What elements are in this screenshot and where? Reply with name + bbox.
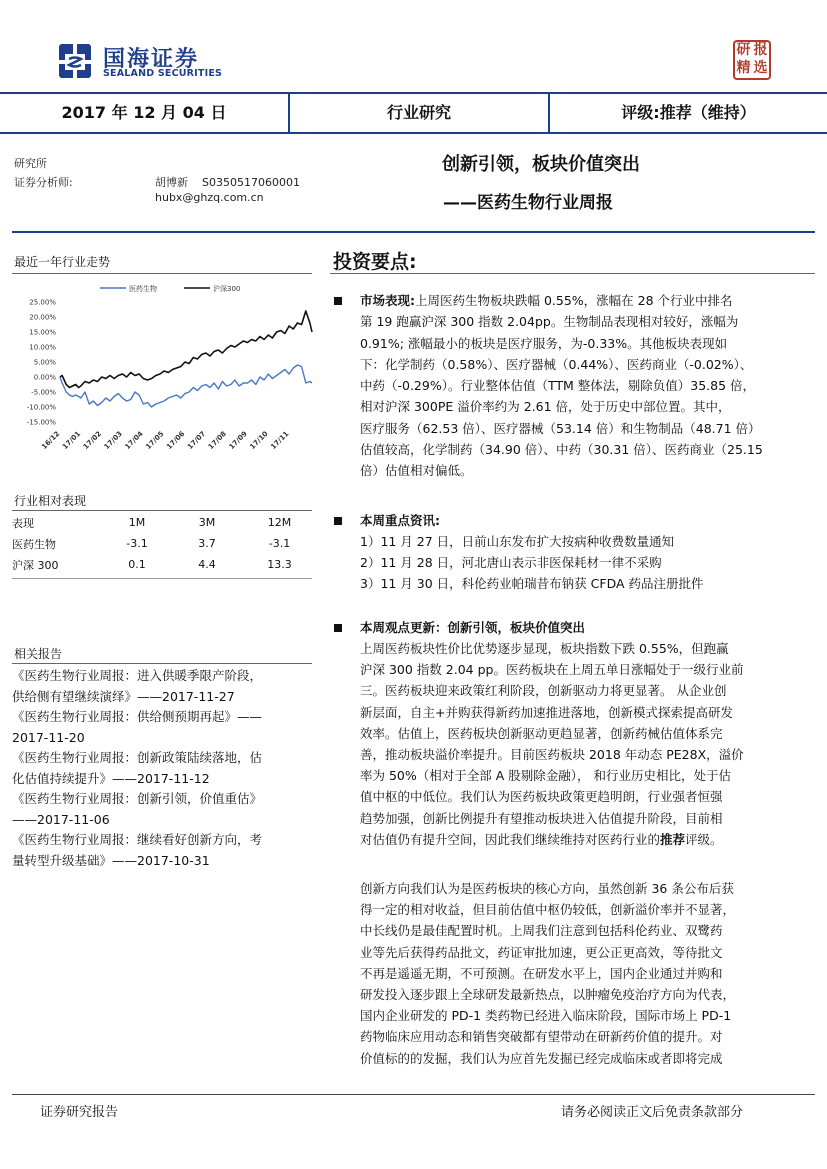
text-line: 率为 50%（相对于全部 A 股剔除金融）， 和行业历史相比，处于估 [360, 768, 731, 784]
report-link[interactable]: 《医药生物行业周报：继续看好创新方向，考 [12, 832, 263, 847]
text-line: 不再是遥遥无期，不可预测。在研发水平上，国内企业通过并购和 [360, 965, 723, 981]
analyst-role: 证券分析师: [14, 176, 73, 189]
table-cell: 3.7 [198, 537, 216, 550]
market-performance-paragraph [360, 290, 792, 482]
table-cell: 13.3 [267, 558, 292, 571]
view-label: 本周观点更新：创新引领，板块价值突出 [360, 620, 586, 635]
footer-divider [12, 1094, 815, 1095]
divider-line [12, 578, 312, 579]
text-line: 创新方向我们认为是医药板块的核心方向，虽然创新 36 条公布后获 [360, 881, 734, 896]
table-cell: 0.1 [128, 558, 146, 571]
x-tick-label: 17/08 [206, 429, 229, 452]
report-category: 行业研究 [386, 103, 451, 122]
y-tick-label: 0.00% [33, 373, 56, 382]
dept-label: 研究所 [14, 157, 47, 170]
y-axis-ticks [27, 299, 57, 427]
table-cell: 4.4 [198, 558, 216, 571]
y-tick-label: -10.00% [26, 403, 56, 412]
news-label: 本周重点资讯: [360, 513, 440, 528]
trend-title: 最近一年行业走势 [14, 255, 111, 269]
legend-label: 沪深300 [213, 285, 241, 293]
text-line: 沪深 300 指数 2.04 pp。医药板块在上周五单日涨幅处于一级行业前 [360, 662, 744, 678]
x-axis-ticks [40, 430, 290, 451]
divider-line [12, 273, 312, 274]
text-line: 业等先后获得药品批文，药证审批加速，更公正更高效，等待批文 [360, 944, 723, 960]
text-line: 得一定的相对收益，但目前估值中枢仍较低，创新溢价率并不显著， [360, 902, 736, 918]
x-tick-label: 17/07 [185, 429, 208, 452]
footer-disclaimer: 请务必阅读正文后免责条款部分 [561, 1105, 744, 1120]
performance-table [12, 512, 312, 575]
divider-line [330, 273, 815, 274]
bullet-icon [334, 624, 342, 632]
chart-legend [100, 284, 240, 293]
text-line: 相对沪深 300PE 溢价率约为 2.61 倍，处于历史中部位置。其中， [360, 399, 731, 415]
text-line: 评级。 [685, 831, 723, 847]
invest-summary-title: 投资要点: [333, 251, 417, 273]
text-line: 研发投入逐步跟上全球研发最新热点，以肿瘤免疫治疗方向为代表， [360, 987, 736, 1003]
report-link[interactable]: 《医药生物行业周报：供给侧预期再起》—— [12, 709, 263, 724]
brand-name-english: SEALAND SECURITIES [103, 68, 223, 79]
chart-series [60, 311, 312, 407]
report-link[interactable]: ——2017-11-06 [12, 811, 110, 827]
divider-line [12, 663, 312, 664]
seal-char: 精 [736, 60, 751, 76]
text-line: 下：化学制药（0.58%）、医疗器械（0.44%）、医药商业（-0.02%）、 [360, 356, 753, 372]
x-tick-label: 17/05 [144, 429, 166, 452]
divider-line [12, 510, 312, 511]
series-line [60, 311, 312, 388]
section-divider [12, 231, 815, 233]
y-tick-label: 5.00% [33, 358, 56, 367]
innovation-paragraph [360, 878, 792, 1069]
report-link[interactable]: 《医药生物行业周报：创新引领，价值重估》 [12, 791, 263, 806]
table-cell: 沪深 300 [12, 558, 59, 572]
text-line: 估值较高，化学制药（34.90 倍）、中药（30.31 倍）、医药商业（25.15 [360, 442, 763, 458]
news-item: 2）11 月 28 日，河北唐山表示非医保耗材一律不采购 [360, 555, 662, 570]
x-tick-label: 17/01 [60, 429, 83, 452]
view-paragraph [360, 638, 792, 850]
text-line: 中药（-0.29%）。行业整体估值（TTM 整体法，剔除负值）35.85 倍， [360, 378, 756, 394]
report-subtitle: ——医药生物行业周报 [443, 193, 613, 213]
text-line: 0.91%; 涨幅最小的板块是医疗服务，为-0.33%。其他板块表现如 [360, 335, 728, 351]
report-date: 2017 年 12 月 04 日 [61, 103, 227, 122]
footer-left-text: 证券研究报告 [40, 1105, 119, 1120]
text-line: 上周医药生物板块跌幅 0.55%，涨幅在 28 个行业中排名 [415, 293, 733, 308]
table-header-cell: 12M [267, 516, 292, 529]
text-line: 三。医药板块迎来政策红利阶段，创新驱动力将更显著。 从企业创 [360, 683, 727, 699]
related-reports-list [12, 666, 312, 871]
table-header-cell: 表现 [12, 516, 34, 530]
text-line: 中长线仍是最佳配置时机。上周我们注意到包括科伦药业、双鹭药 [360, 923, 723, 939]
text-line: 倍）估值相对偏低。 [360, 463, 473, 479]
text-line: 效率。估值上，医药板块创新驱动更趋显著，创新药械估值体系完 [360, 725, 723, 741]
x-tick-label: 17/10 [248, 429, 270, 452]
y-tick-label: 25.00% [29, 298, 56, 307]
news-item: 3）11 月 30 日，科伦药业帕瑞昔布钠获 CFDA 药品注册批件 [360, 576, 704, 591]
table-row [12, 533, 312, 554]
series-line [60, 365, 312, 407]
text-line: 第 19 跑赢沪深 300 指数 2.04pp。生物制品表现相对较好，涨幅为 [360, 314, 739, 330]
table-cell: 医药生物 [12, 537, 56, 551]
report-link[interactable]: 供给侧有望继续演绎》——2017-11-27 [12, 688, 235, 704]
y-tick-label: -5.00% [31, 388, 56, 397]
report-link[interactable]: 化估值持续提升》——2017-11-12 [12, 770, 210, 786]
bullet-icon [334, 517, 342, 525]
x-tick-label: 17/11 [269, 429, 291, 452]
text-line: 趋势加强，创新比例提升有望推动板块进入估值提升阶段，目前相 [360, 810, 723, 826]
seal-stamp [733, 40, 771, 80]
table-header-row [12, 512, 312, 533]
text-line: 新层面，自主+并购获得新药加速推进落地，创新模式探索提高研发 [360, 704, 733, 720]
y-tick-label: 10.00% [29, 343, 56, 352]
performance-title: 行业相对表现 [14, 494, 87, 508]
x-tick-label: 17/03 [102, 429, 124, 452]
y-tick-label: 15.00% [29, 328, 56, 337]
table-header-cell: 3M [198, 516, 216, 529]
y-tick-label: -15.00% [26, 418, 56, 427]
x-tick-label: 16/12 [40, 429, 62, 452]
report-link[interactable]: 《医药生物行业周报：进入供暖季限产阶段， [12, 668, 263, 683]
x-tick-label: 17/06 [165, 429, 187, 452]
x-tick-label: 17/04 [123, 429, 145, 452]
seal-char: 报 [753, 42, 768, 58]
table-row [12, 554, 312, 575]
news-item: 1）11 月 27 日，日前山东发布扩大按病种收费数量通知 [360, 534, 675, 549]
text-line: 医疗服务（62.53 倍）、医疗器械（53.14 倍）和生物制品（48.71 倍） [360, 420, 761, 436]
report-title: 创新引领，板块价值突出 [442, 154, 640, 175]
text-line: 值中枢的中低位。我们认为医药板块政策更趋明朗，行业强者恒强 [360, 789, 723, 805]
text-line: 上周医药板块性价比优势逐步显现，板块指数下跌 0.55%，但跑赢 [360, 641, 729, 656]
report-link[interactable]: 量转型升级基础》——2017-10-31 [12, 852, 210, 868]
sealand-logo-icon [55, 40, 95, 80]
text-line: 对估值仍有提升空间，因此我们继续维持对医药行业的 [360, 831, 661, 847]
analyst-email: hubx@ghzq.com.cn [155, 191, 264, 204]
legend-label: 医药生物 [129, 285, 157, 293]
report-link[interactable]: 《医药生物行业周报：创新政策陆续落地，估 [12, 750, 263, 765]
analyst-name-cert: 胡博新 S0350517060001 [155, 176, 300, 189]
seal-char: 选 [753, 60, 768, 76]
table-cell: -3.1 [126, 537, 148, 550]
text-line: 善，推动板块溢价率提升。目前医药板块 2018 年动态 PE28X，溢价 [360, 747, 744, 763]
seal-char: 研 [736, 42, 751, 58]
bullet-icon [334, 297, 342, 305]
report-link[interactable]: 2017-11-20 [12, 729, 85, 745]
text-line: 药物临床应用动态和销售突破都有望带动在研新药价值的提升。对 [360, 1029, 723, 1045]
x-tick-label: 17/09 [227, 429, 249, 452]
trend-chart [12, 278, 317, 478]
text-line: 国内企业研发的 PD-1 类药物已经进入临床阶段，国际市场上 PD-1 [360, 1008, 732, 1024]
x-tick-label: 17/02 [81, 429, 104, 452]
text-line: 价值标的的发掘，我们认为应首先发掘已经完成临床或者即将完成 [360, 1050, 723, 1066]
y-tick-label: 20.00% [29, 313, 56, 322]
table-header-cell: 1M [128, 516, 146, 529]
rating-emphasis: 推荐 [660, 831, 686, 847]
related-reports-title: 相关报告 [14, 647, 63, 661]
report-rating: 评级:推荐（维持） [621, 103, 756, 122]
table-cell: -3.1 [268, 537, 291, 550]
market-label: 市场表现: [360, 293, 415, 308]
brand-name: 国海证券 [103, 47, 200, 72]
